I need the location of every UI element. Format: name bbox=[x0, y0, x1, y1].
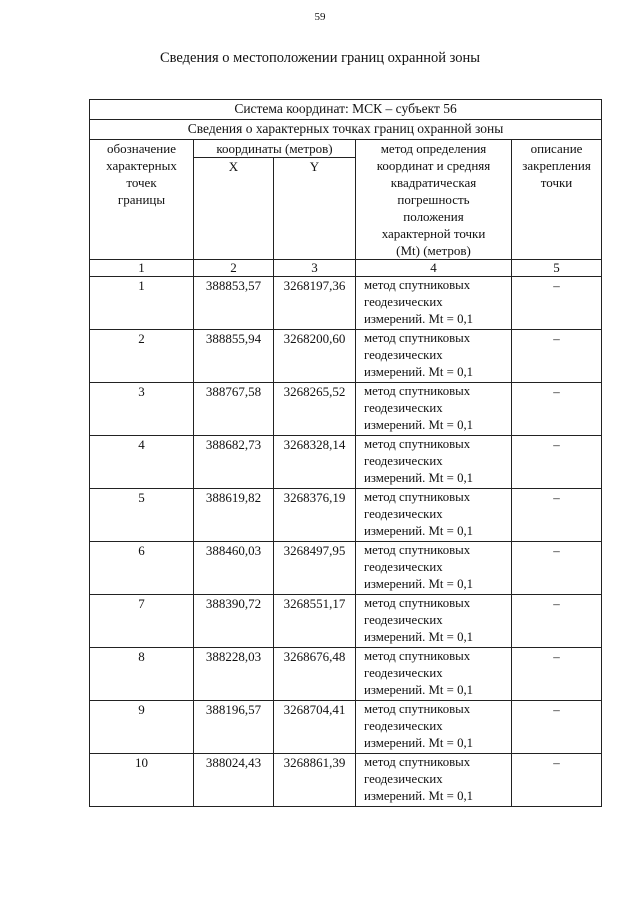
column-number: 2 bbox=[194, 260, 274, 277]
method-line: измерений. Mt = 0,1 bbox=[364, 789, 474, 803]
x-coordinate-cell: 388853,57 bbox=[194, 277, 274, 330]
point-cell: 5 bbox=[90, 489, 194, 542]
column-number: 5 bbox=[512, 260, 602, 277]
point-cell: 6 bbox=[90, 542, 194, 595]
method-line: измерений. Mt = 0,1 bbox=[364, 312, 474, 326]
description-cell: – bbox=[512, 701, 602, 754]
header-description bbox=[512, 140, 602, 260]
method-line: измерений. Mt = 0,1 bbox=[364, 736, 474, 750]
table-row bbox=[90, 436, 602, 489]
table-row bbox=[90, 489, 602, 542]
table-body bbox=[90, 277, 602, 807]
method-line: измерений. Mt = 0,1 bbox=[364, 683, 474, 697]
point-cell: 8 bbox=[90, 648, 194, 701]
point-cell: 7 bbox=[90, 595, 194, 648]
method-line: геодезических bbox=[364, 613, 443, 627]
description-cell: – bbox=[512, 648, 602, 701]
column-number: 1 bbox=[90, 260, 194, 277]
boundary-points-table bbox=[89, 99, 602, 807]
point-cell: 10 bbox=[90, 754, 194, 807]
y-coordinate-cell: 3268497,95 bbox=[274, 542, 356, 595]
method-cell bbox=[356, 542, 512, 595]
header-line: характерной точки bbox=[381, 226, 486, 241]
table-row bbox=[90, 330, 602, 383]
y-coordinate-cell: 3268265,52 bbox=[274, 383, 356, 436]
method-line: метод спутниковых bbox=[364, 702, 471, 716]
method-line: метод спутниковых bbox=[364, 331, 471, 345]
document-title: Сведения о местоположении границ охранной зоны bbox=[159, 50, 480, 66]
method-line: метод спутниковых bbox=[364, 649, 471, 663]
method-cell bbox=[356, 383, 512, 436]
y-coordinate-cell: 3268551,17 bbox=[274, 595, 356, 648]
description-cell: – bbox=[512, 595, 602, 648]
page-number: 59 bbox=[314, 11, 326, 23]
description-cell: – bbox=[512, 754, 602, 807]
method-cell bbox=[356, 489, 512, 542]
header-line: положения bbox=[403, 209, 464, 224]
header-line: точек bbox=[126, 175, 157, 190]
header-line: погрешность bbox=[397, 192, 470, 207]
method-line: измерений. Mt = 0,1 bbox=[364, 577, 474, 591]
header-y: Y bbox=[274, 158, 356, 260]
table-row bbox=[90, 701, 602, 754]
method-line: геодезических bbox=[364, 401, 443, 415]
table-row bbox=[90, 648, 602, 701]
method-cell bbox=[356, 330, 512, 383]
method-line: геодезических bbox=[364, 772, 443, 786]
point-cell: 4 bbox=[90, 436, 194, 489]
header-line: закрепления bbox=[522, 158, 591, 173]
y-coordinate-cell: 3268861,39 bbox=[274, 754, 356, 807]
x-coordinate-cell: 388196,57 bbox=[194, 701, 274, 754]
method-cell bbox=[356, 277, 512, 330]
method-line: измерений. Mt = 0,1 bbox=[364, 471, 474, 485]
column-number: 4 bbox=[356, 260, 512, 277]
description-cell: – bbox=[512, 277, 602, 330]
header-line: квадратическая bbox=[390, 175, 477, 190]
method-cell bbox=[356, 754, 512, 807]
header-x: X bbox=[194, 158, 274, 260]
x-coordinate-cell: 388855,94 bbox=[194, 330, 274, 383]
header-line: координат и средняя bbox=[376, 158, 491, 173]
point-cell: 1 bbox=[90, 277, 194, 330]
description-cell: – bbox=[512, 383, 602, 436]
x-coordinate-cell: 388682,73 bbox=[194, 436, 274, 489]
x-coordinate-cell: 388619,82 bbox=[194, 489, 274, 542]
method-cell bbox=[356, 595, 512, 648]
table-row bbox=[90, 595, 602, 648]
method-line: измерений. Mt = 0,1 bbox=[364, 524, 474, 538]
x-coordinate-cell: 388024,43 bbox=[194, 754, 274, 807]
method-line: геодезических bbox=[364, 666, 443, 680]
point-cell: 9 bbox=[90, 701, 194, 754]
header-line: точки bbox=[540, 175, 573, 190]
header-line: (Mt) (метров) bbox=[396, 243, 471, 258]
description-cell: – bbox=[512, 489, 602, 542]
column-number: 3 bbox=[274, 260, 356, 277]
method-line: измерений. Mt = 0,1 bbox=[364, 365, 474, 379]
description-cell: – bbox=[512, 330, 602, 383]
x-coordinate-cell: 388460,03 bbox=[194, 542, 274, 595]
header-line: метод определения bbox=[380, 141, 487, 156]
header-line: границы bbox=[117, 192, 166, 207]
method-line: метод спутниковых bbox=[364, 437, 471, 451]
description-cell: – bbox=[512, 436, 602, 489]
table-subtitle: Сведения о характерных точках границ охранной зоны bbox=[90, 120, 602, 140]
x-coordinate-cell: 388767,58 bbox=[194, 383, 274, 436]
y-coordinate-cell: 3268376,19 bbox=[274, 489, 356, 542]
header-line: обозначение bbox=[107, 141, 176, 156]
point-cell: 2 bbox=[90, 330, 194, 383]
point-cell: 3 bbox=[90, 383, 194, 436]
method-line: геодезических bbox=[364, 454, 443, 468]
y-coordinate-cell: 3268704,41 bbox=[274, 701, 356, 754]
method-line: метод спутниковых bbox=[364, 278, 471, 292]
description-cell: – bbox=[512, 542, 602, 595]
header-point-designation bbox=[90, 140, 194, 260]
y-coordinate-cell: 3268676,48 bbox=[274, 648, 356, 701]
method-line: геодезических bbox=[364, 348, 443, 362]
coordinate-system-caption: Система координат: МСК – субъект 56 bbox=[90, 100, 602, 120]
method-line: измерений. Mt = 0,1 bbox=[364, 630, 474, 644]
method-line: геодезических bbox=[364, 719, 443, 733]
method-cell bbox=[356, 436, 512, 489]
y-coordinate-cell: 3268328,14 bbox=[274, 436, 356, 489]
header-method bbox=[356, 140, 512, 260]
method-line: метод спутниковых bbox=[364, 543, 471, 557]
method-line: измерений. Mt = 0,1 bbox=[364, 418, 474, 432]
method-line: геодезических bbox=[364, 560, 443, 574]
table-row bbox=[90, 542, 602, 595]
table-row bbox=[90, 383, 602, 436]
method-line: геодезических bbox=[364, 295, 443, 309]
method-cell bbox=[356, 648, 512, 701]
x-coordinate-cell: 388390,72 bbox=[194, 595, 274, 648]
y-coordinate-cell: 3268200,60 bbox=[274, 330, 356, 383]
method-line: метод спутниковых bbox=[364, 384, 471, 398]
method-line: метод спутниковых bbox=[364, 490, 471, 504]
header-line: описание bbox=[530, 141, 583, 156]
method-line: геодезических bbox=[364, 507, 443, 521]
method-cell bbox=[356, 701, 512, 754]
method-line: метод спутниковых bbox=[364, 755, 471, 769]
method-line: метод спутниковых bbox=[364, 596, 471, 610]
x-coordinate-cell: 388228,03 bbox=[194, 648, 274, 701]
y-coordinate-cell: 3268197,36 bbox=[274, 277, 356, 330]
table-row bbox=[90, 277, 602, 330]
table-row bbox=[90, 754, 602, 807]
header-coordinates: координаты (метров) bbox=[194, 140, 356, 158]
header-line: характерных bbox=[106, 158, 177, 173]
